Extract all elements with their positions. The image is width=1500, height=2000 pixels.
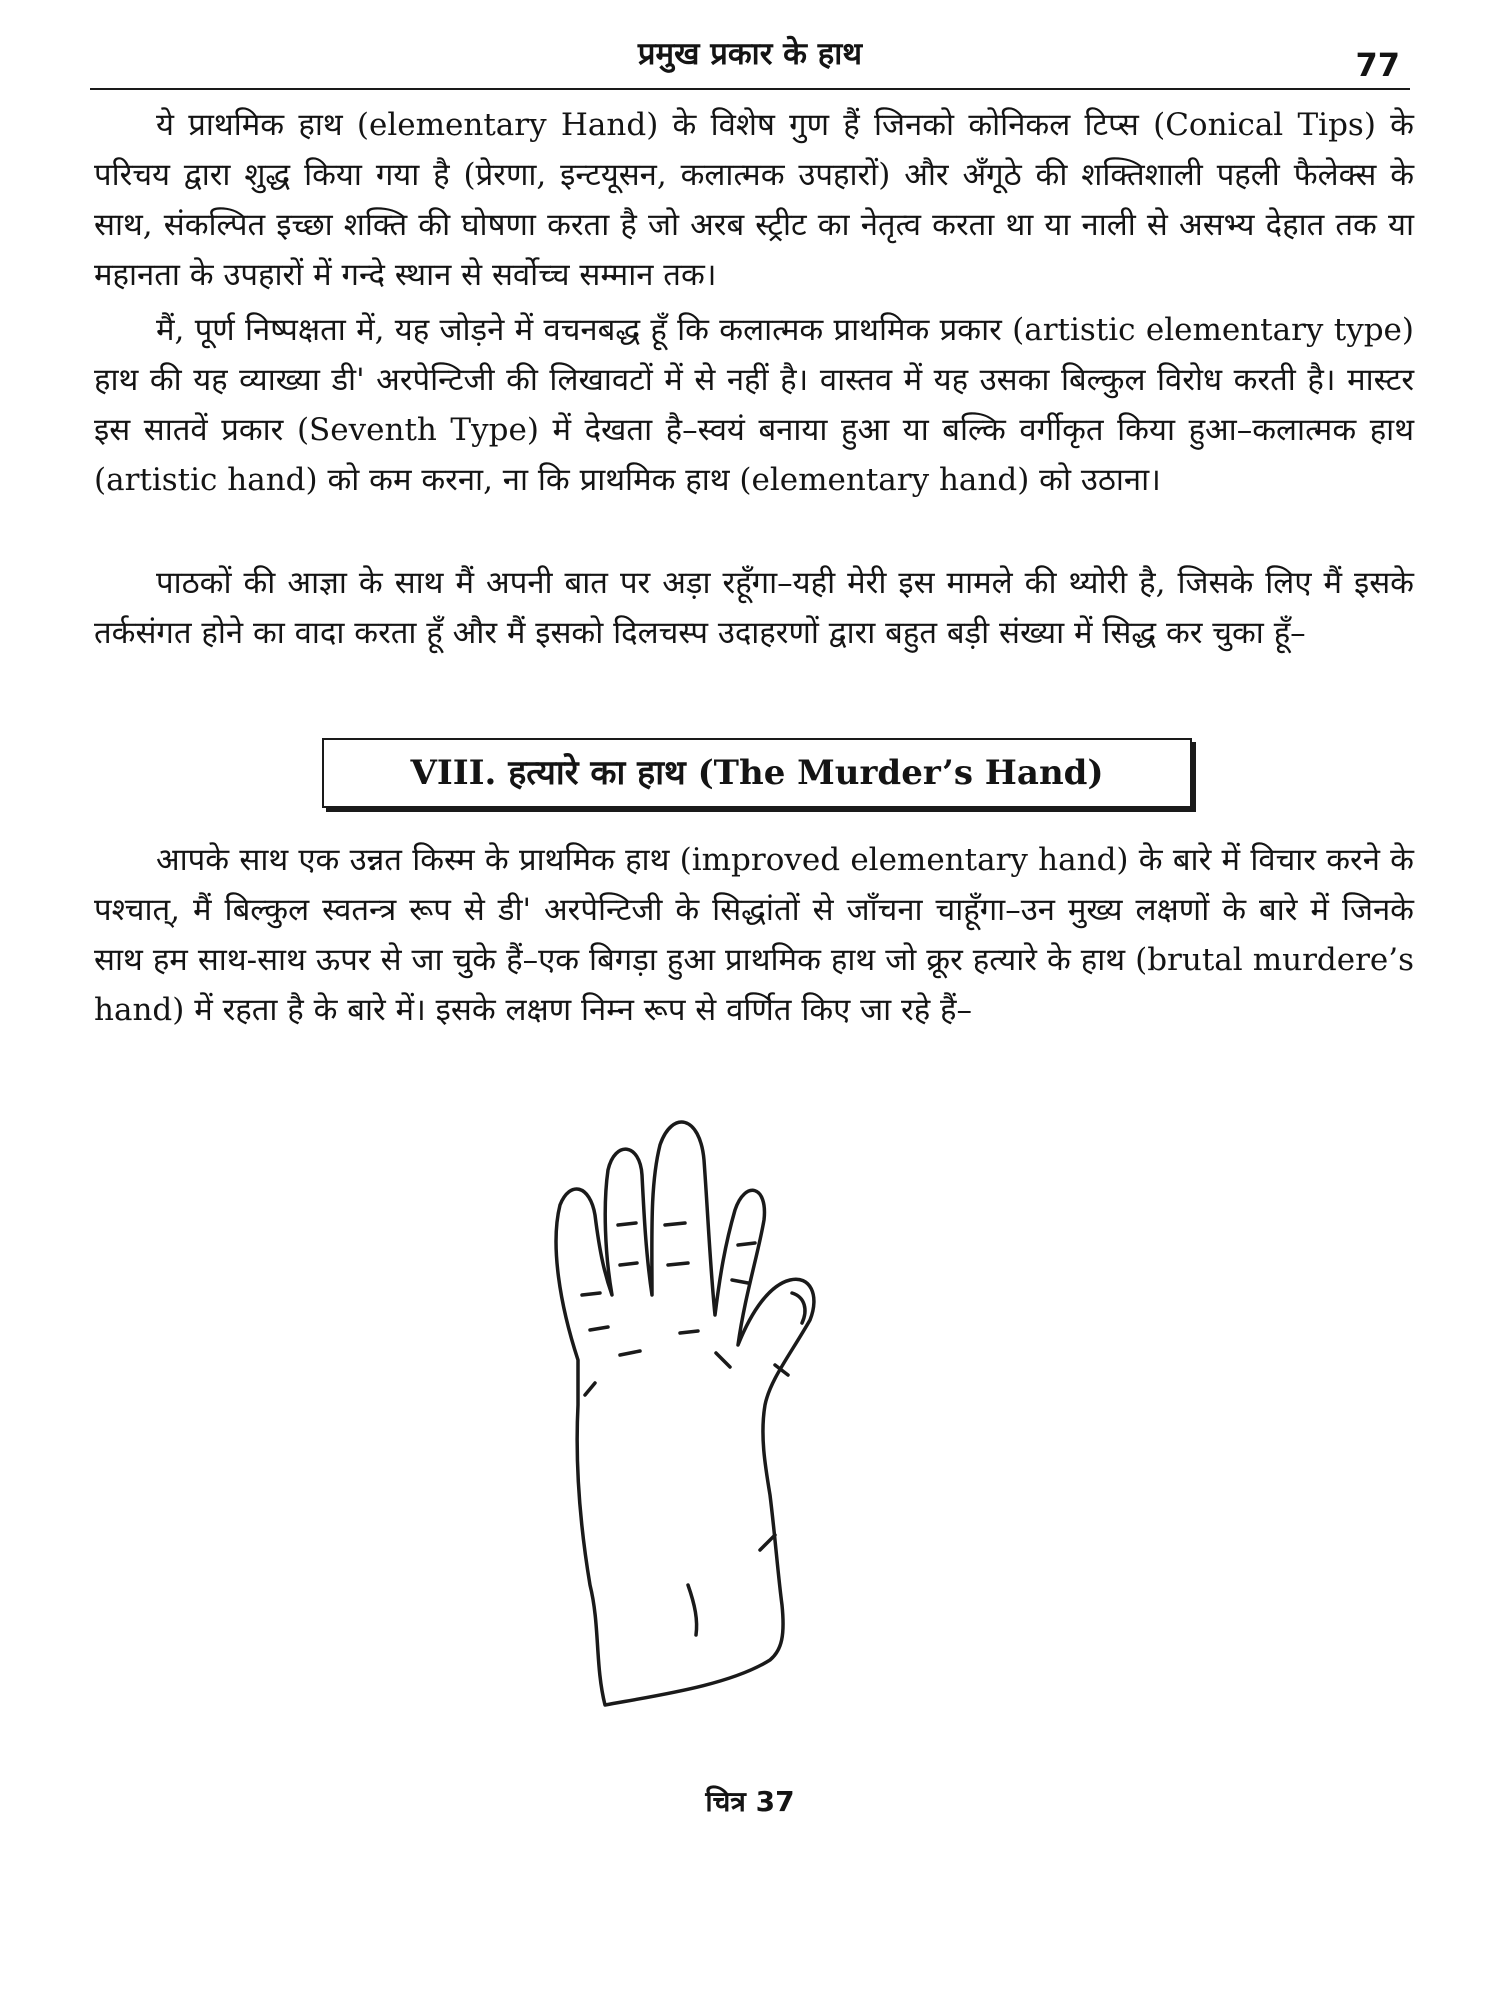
running-title: प्रमुख प्रकार के हाथ (637, 36, 863, 72)
hand-outline (556, 1122, 814, 1705)
body-paragraph-2: मैं, पूर्ण निष्पक्षता में, यह जोड़ने में वचनबद्ध हूँ कि कलात्मक प्राथमिक प्रकार (artistic elementary type) हाथ की यह व्याख्या डी' अरपेन्टिजी की लिखावटों में से नहीं है। वास्तव में यह उसका बिल्कुल विरोध करती है। मास्टर इस सातवें प्रकार (Seventh Type) में देखता है–स्वयं बनाया हुआ या बल्कि वर्गीकृत किया हुआ–कलात्मक हाथ (artistic hand) को कम करना, ना कि प्राथमिक हाथ (elementary hand) को उठाना। (94, 312, 1414, 498)
page-number: 77 (1355, 46, 1400, 84)
body-paragraph-3: पाठकों की आज्ञा के साथ मैं अपनी बात पर अड़ा रहूँगा–यही मेरी इस मामले की थ्योरी है, जिसके लिए मैं इसके तर्कसंगत होने का वादा करता हूँ और मैं इसको दिलचस्प उदाहरणों द्वारा बहुत बड़ी संख्या में सिद्ध कर चुका हूँ– (94, 565, 1414, 651)
hand-figure (520, 1105, 990, 1725)
running-header (90, 28, 1410, 90)
section-paragraph: आपके साथ एक उन्नत किस्म के प्राथमिक हाथ (improved elementary hand) के बारे में विचार करने के पश्चात्, मैं बिल्कुल स्वतन्त्र रूप से डी' अरपेन्टिजी के सिद्धांतों से जाँचना चाहूँगा–उन मुख्य लक्षणों के बारे में जिनके साथ हम साथ-साथ ऊपर से जा चुके हैं–एक बिगड़ा हुआ प्राथमिक हाथ जो क्रूर हत्यारे के हाथ (brutal murdere’s hand) में रहता है के बारे में। इसके लक्षण निम्न रूप से वर्णित किए जा रहे हैं– (94, 842, 1414, 1028)
section-heading-box: VIII. हत्यारे का हाथ (The Murder’s Hand) (322, 738, 1192, 808)
hand-drawing-icon (520, 1105, 990, 1725)
figure-caption: चित्र 37 (705, 1785, 795, 1818)
body-paragraph-1: ये प्राथमिक हाथ (elementary Hand) के विशेष गुण हैं जिनको कोनिकल टिप्स (Conical Tips) के परिचय द्वारा शुद्ध किया गया है (प्रेरणा, इन्टयूसन, कलात्मक उपहारों) और अँगूठे की शक्तिशाली पहली फैलेक्स के साथ, संकल्पित इच्छा शक्ति की घोषणा करता है जो अरब स्ट्रीट का नेतृत्व करता था या नाली से असभ्य देहात तक या महानता के उपहारों में गन्दे स्थान से सर्वोच्च सम्मान तक। (94, 107, 1414, 293)
